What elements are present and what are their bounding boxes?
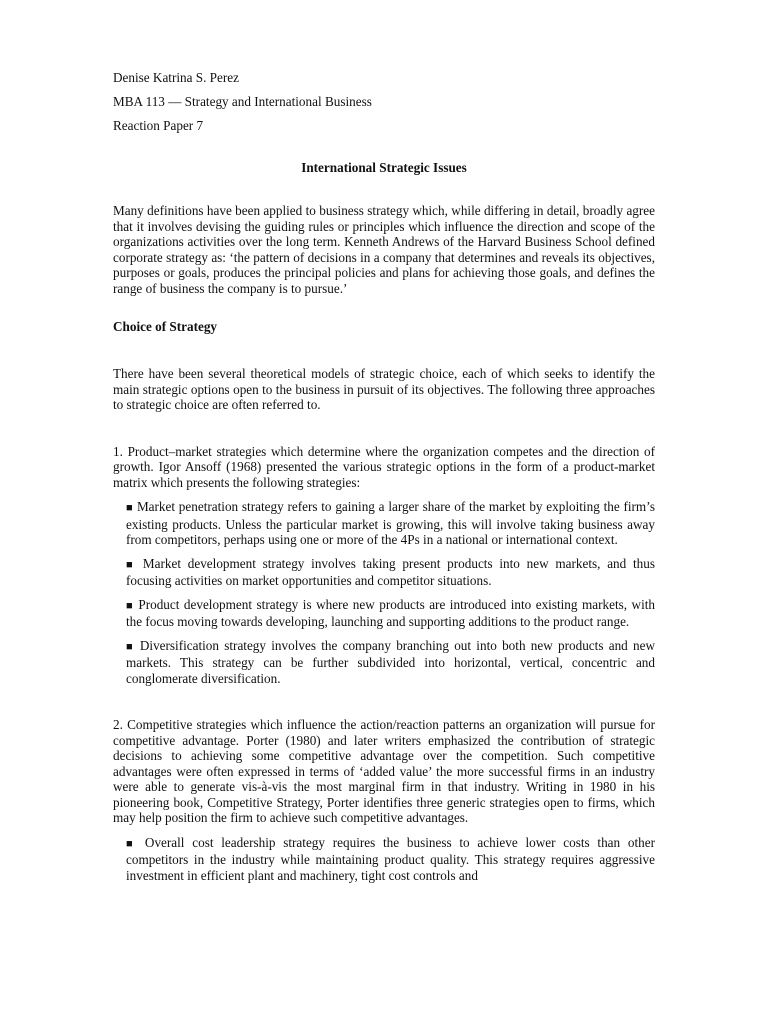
bullet-product-development <box>113 597 655 630</box>
document-title: International Strategic Issues <box>301 160 467 175</box>
bullet-text: Market penetration strategy refers to gaining a larger share of the market by exploiting the firm’s existing products. Unless the particular market is growing, this will involve taking business away from competitors, perhaps using one or more of the 4Ps in a national or international context. <box>126 499 655 547</box>
document-page <box>113 66 655 883</box>
course-name: MBA 113 — Strategy and International Business <box>113 94 372 109</box>
section-intro-paragraph: There have been several theoretical models of strategic choice, each of which seeks to identify the main strategic options open to the business in pursuit of its objectives. The following three approaches to strategic choice are often referred to. <box>113 366 655 412</box>
bullet-icon: ■ <box>126 558 137 571</box>
bullet-text: Overall cost leadership strategy requires the business to achieve lower costs than other competitors in the industry while maintaining product quality. This strategy requires aggressive investment in efficient plant and machinery, tight cost controls and <box>126 834 655 883</box>
bullet-market-penetration <box>113 499 655 548</box>
bullet-market-development <box>113 556 655 589</box>
bullet-text: Product development strategy is where new products are introduced into existing markets, with the focus moving towards developing, launching and supporting additions to the product range. <box>126 596 655 629</box>
bullet-icon: ■ <box>126 599 134 612</box>
intro-paragraph: Many definitions have been applied to business strategy which, while differing in detail, broadly agree that it involves devising the guiding rules or principles which influence the direction and scope of the organizations activities over the long term. Kenneth Andrews of the Harvard Business School defined corporate strategy as: ‘the pattern of decisions in a company that determines and reveals its objectives, purposes or goals, produces the principal policies and plans for achieving those goals, and defines the range of business the company is to pursue.’ <box>113 203 655 296</box>
bullet-icon: ■ <box>126 640 135 653</box>
author-name: Denise Katrina S. Perez <box>113 70 239 85</box>
point-1-paragraph: 1. Product–market strategies which determine where the organization competes and the direction of growth. Igor Ansoff (1968) presented the various strategic options in the form of a product-market matrix which presents the following strategies: <box>113 443 655 490</box>
assignment-name: Reaction Paper 7 <box>113 118 204 133</box>
section-heading: Choice of Strategy <box>113 319 218 334</box>
bullet-diversification <box>113 638 655 687</box>
bullet-text: Market development strategy involves taking present products into new markets, and thus focusing activities on market opportunities and competitor situations. <box>126 555 655 588</box>
bullet-cost-leadership <box>113 835 655 884</box>
point-2-paragraph: 2. Competitive strategies which influence the action/reaction patterns an organization will pursue for competitive advantage. Porter (1980) and later writers emphasized the contribution of strategic decisions to achieving some competitive advantage over the competition. Such competitive advantages were often expressed in terms of ‘added value’ the more successful firms in an industry were able to generate vis-à-vis the most marginal firm in that industry. Writing in 1980 in his pioneering book, Competitive Strategy, Porter identifies three generic strategies open to firms, which may help position the firm to achieve such competitive advantages. <box>113 717 655 825</box>
bullet-icon: ■ <box>126 837 138 850</box>
bullet-icon: ■ <box>126 502 134 514</box>
bullet-text: Diversification strategy involves the company branching out into both new products and new markets. This strategy can be further subdivided into horizontal, vertical, concentric and conglomerate diversification. <box>126 637 655 686</box>
